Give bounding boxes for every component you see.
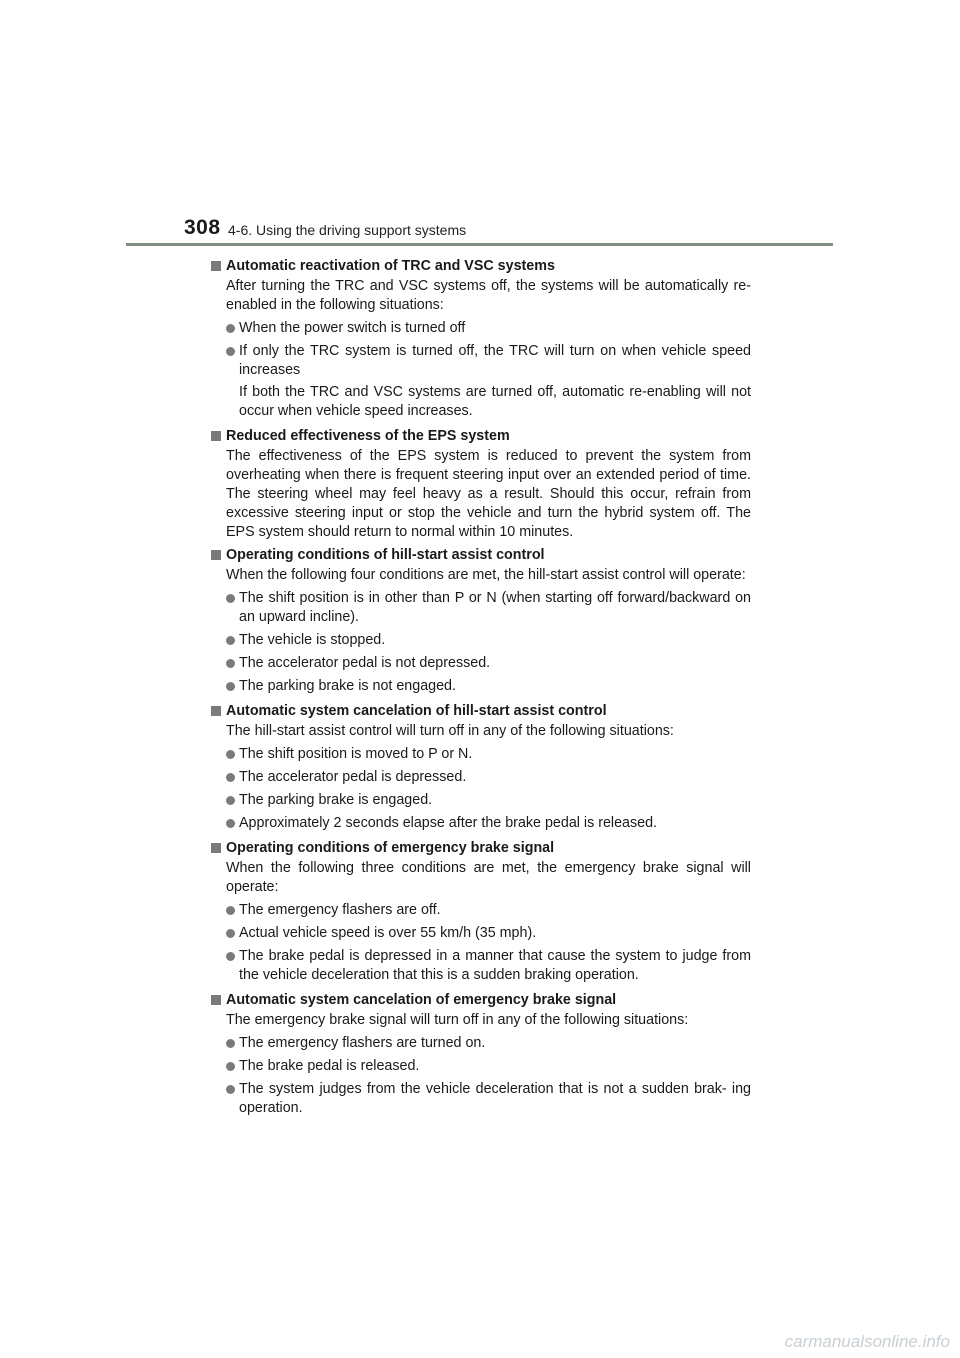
- section-intro: The emergency brake signal will turn off in any of the following situations:: [226, 1012, 689, 1028]
- list-item-text: The brake pedal is depressed in a manner that cause the system to judge from the vehicle deceleration that this is a sudden braking operation.: [239, 948, 751, 983]
- section-hill-start-cancelation: [211, 702, 751, 833]
- circle-bullet-icon: [226, 659, 235, 668]
- list-item: [211, 901, 751, 920]
- circle-bullet-icon: [226, 929, 235, 938]
- list-item-text: The system judges from the vehicle deceleration that is not a sudden brak- ing operation.: [239, 1081, 751, 1116]
- section-heading-text: Reduced effectiveness of the EPS system: [226, 428, 510, 444]
- list-item: [211, 631, 751, 650]
- list-item: [211, 1080, 751, 1118]
- circle-bullet-icon: [226, 594, 235, 603]
- list-item-text: The vehicle is stopped.: [239, 632, 386, 648]
- section-heading: [211, 991, 751, 1010]
- section-heading-text: Operating conditions of hill-start assist control: [226, 547, 545, 563]
- section-heading-text: Automatic system cancelation of hill-start assist control: [226, 703, 607, 719]
- section-trc-vsc-reactivation: [211, 257, 751, 421]
- section-hill-start-conditions: [211, 546, 751, 696]
- list-item-text: The parking brake is not engaged.: [239, 678, 456, 694]
- page-number: 308: [184, 216, 221, 239]
- list-item-text: Approximately 2 seconds elapse after the brake pedal is released.: [239, 815, 658, 831]
- square-bullet-icon: [211, 706, 221, 716]
- section-heading: [211, 702, 751, 721]
- section-heading-text: Operating conditions of emergency brake signal: [226, 840, 555, 856]
- list-item: [211, 1057, 751, 1076]
- list-item: [211, 768, 751, 787]
- circle-bullet-icon: [226, 324, 235, 333]
- section-heading-text: Automatic reactivation of TRC and VSC systems: [226, 258, 555, 274]
- list-item-text: The accelerator pedal is depressed.: [239, 769, 467, 785]
- circle-bullet-icon: [226, 819, 235, 828]
- section-intro: The hill-start assist control will turn off in any of the following situations:: [226, 723, 674, 739]
- circle-bullet-icon: [226, 347, 235, 356]
- list-item: [211, 791, 751, 810]
- circle-bullet-icon: [226, 1085, 235, 1094]
- square-bullet-icon: [211, 995, 221, 1005]
- header-divider: [126, 243, 833, 246]
- section-emergency-brake-cancelation: [211, 991, 751, 1118]
- section-eps-effectiveness: [211, 427, 751, 542]
- list-item: [211, 677, 751, 696]
- page-content: [211, 254, 751, 1118]
- circle-bullet-icon: [226, 796, 235, 805]
- circle-bullet-icon: [226, 773, 235, 782]
- section-heading: [211, 427, 751, 446]
- list-item: [211, 924, 751, 943]
- list-item-text: The shift position is moved to P or N.: [239, 746, 473, 762]
- list-item-text: Actual vehicle speed is over 55 km/h (35 mph).: [239, 925, 537, 941]
- list-item: [211, 814, 751, 833]
- circle-bullet-icon: [226, 1062, 235, 1071]
- square-bullet-icon: [211, 843, 221, 853]
- list-item: [211, 319, 751, 338]
- circle-bullet-icon: [226, 636, 235, 645]
- watermark: carmanualsonline.info: [784, 1332, 950, 1351]
- circle-bullet-icon: [226, 682, 235, 691]
- section-intro: After turning the TRC and VSC systems off, the systems will be automatically re-enabled in the following situations:: [226, 278, 751, 313]
- list-item: [211, 745, 751, 764]
- list-item-text: The emergency flashers are off.: [239, 902, 441, 918]
- square-bullet-icon: [211, 261, 221, 271]
- circle-bullet-icon: [226, 1039, 235, 1048]
- square-bullet-icon: [211, 431, 221, 441]
- section-intro: When the following four conditions are met, the hill-start assist control will operate:: [226, 567, 746, 583]
- section-heading-text: Automatic system cancelation of emergency brake signal: [226, 992, 617, 1008]
- list-item: [211, 342, 751, 380]
- list-item-text: The emergency flashers are turned on.: [239, 1035, 486, 1051]
- list-item: [211, 947, 751, 985]
- list-item: [211, 589, 751, 627]
- circle-bullet-icon: [226, 952, 235, 961]
- list-item: [211, 654, 751, 673]
- section-emergency-brake-conditions: [211, 839, 751, 985]
- section-intro: The effectiveness of the EPS system is reduced to prevent the system from overheating when there is frequent steering input over an extended period of time. The steering wheel may feel heavy as a result. Should this occur, refrain from excessive steering input or stop the vehicle and turn the hybrid system off. The EPS system should return to normal within 10 minutes.: [226, 448, 751, 540]
- page-header: [184, 216, 834, 246]
- list-item-text: If only the TRC system is turned off, the TRC will turn on when vehicle speed increases: [239, 343, 751, 378]
- list-item-text: The shift position is in other than P or N (when starting off forward/backward on an upward incline).: [239, 590, 751, 625]
- list-item-text: The parking brake is engaged.: [239, 792, 433, 808]
- section-intro: When the following three conditions are met, the emergency brake signal will operate:: [226, 860, 751, 895]
- list-item: [211, 1034, 751, 1053]
- circle-bullet-icon: [226, 750, 235, 759]
- list-item-text: When the power switch is turned off: [239, 320, 466, 336]
- chapter-title: 4-6. Using the driving support systems: [228, 222, 467, 238]
- section-heading: [211, 257, 751, 276]
- section-heading: [211, 546, 751, 565]
- section-heading: [211, 839, 751, 858]
- list-item-text: The accelerator pedal is not depressed.: [239, 655, 491, 671]
- list-item-note: If both the TRC and VSC systems are turned off, automatic re-enabling will not occur when vehicle speed increases.: [239, 384, 751, 419]
- square-bullet-icon: [211, 550, 221, 560]
- circle-bullet-icon: [226, 906, 235, 915]
- list-item-text: The brake pedal is released.: [239, 1058, 420, 1074]
